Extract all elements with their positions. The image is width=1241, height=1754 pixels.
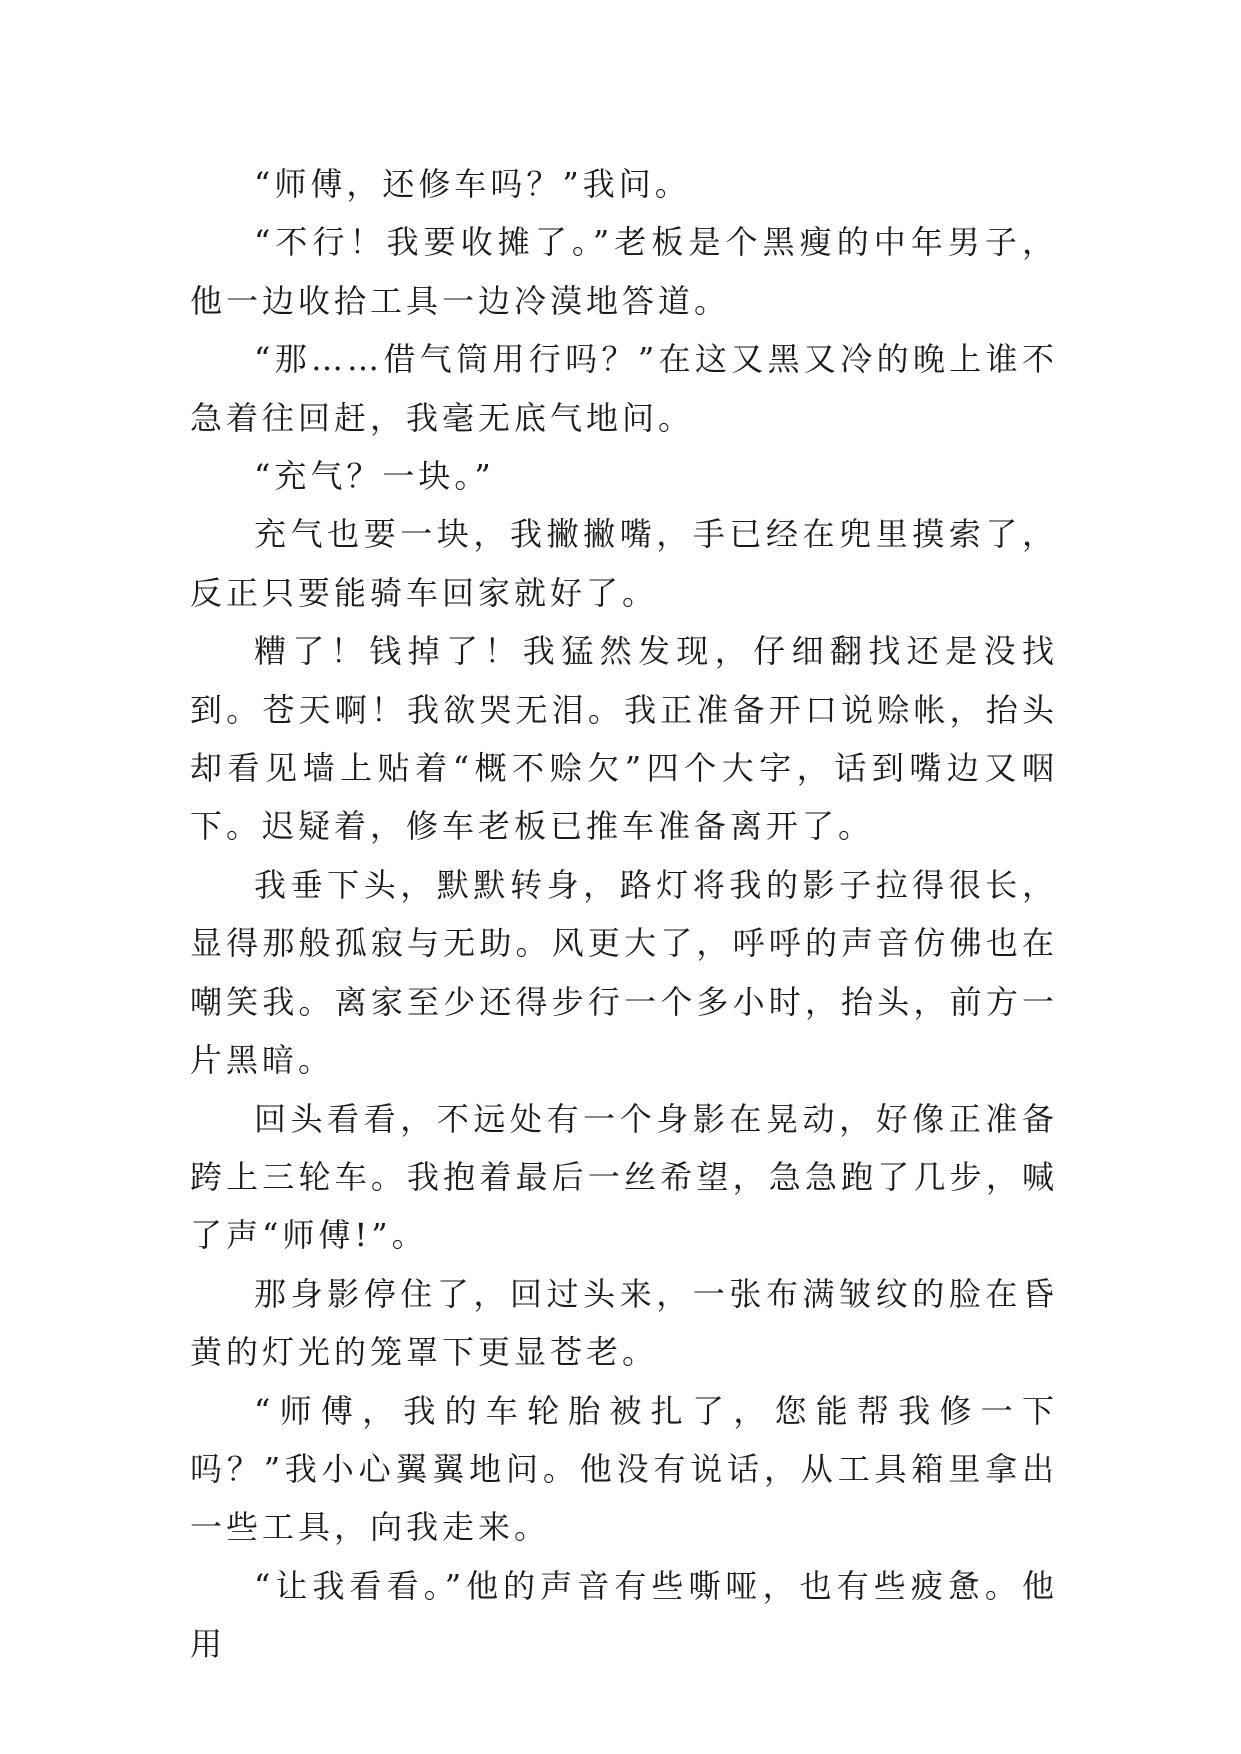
paragraph: 充气也要一块，我撇撇嘴，手已经在兜里摸索了，反正只要能骑车回家就好了。 — [190, 515, 1058, 612]
paragraph: 糟了！钱掉了！我猛然发现，仔细翻找还是没找到。苍天啊！我欲哭无泪。我正准备开口说赊帐，抬头却看见墙上贴着“概不赊欠”四个大字，话到嘴边又咽下。迟疑着，修车老板已推车准备离开了。 — [190, 632, 1058, 846]
paragraph: “师傅，还修车吗？”我问。 — [254, 165, 691, 203]
paragraph: “那……借气筒用行吗？”在这又黑又冷的晚上谁不急着往回赶，我毫无底气地问。 — [190, 340, 1058, 437]
paragraph: 我垂下头，默默转身，路灯将我的影子拉得很长，显得那般孤寂与无助。风更大了，呼呼的声音仿佛也在嘲笑我。离家至少还得步行一个多小时，抬头，前方一片黑暗。 — [190, 865, 1058, 1080]
paragraph: “让我看看。”他的声音有些嘶哑，也有些疲惫。他用 — [190, 1566, 1058, 1664]
paragraph: “充气？一块。” — [254, 457, 495, 496]
document-body — [190, 155, 1058, 1674]
paragraph: 回头看看，不远处有一个身影在晃动，好像正准备跨上三轮车。我抱着最后一丝希望，急急跑了几步，喊了声“师傅!”。 — [190, 1099, 1058, 1255]
paragraph: “不行！我要收摊了。”老板是个黑瘦的中年男子，他一边收拾工具一边冷漠地答道。 — [190, 223, 1058, 320]
paragraph: 那身影停住了，回过头来，一张布满皱纹的脸在昏黄的灯光的笼罩下更显苍老。 — [190, 1274, 1058, 1372]
paragraph: “师傅，我的车轮胎被扎了，您能帮我修一下吗？”我小心翼翼地问。他没有说话，从工具箱里拿出一些工具，向我走来。 — [190, 1391, 1058, 1547]
